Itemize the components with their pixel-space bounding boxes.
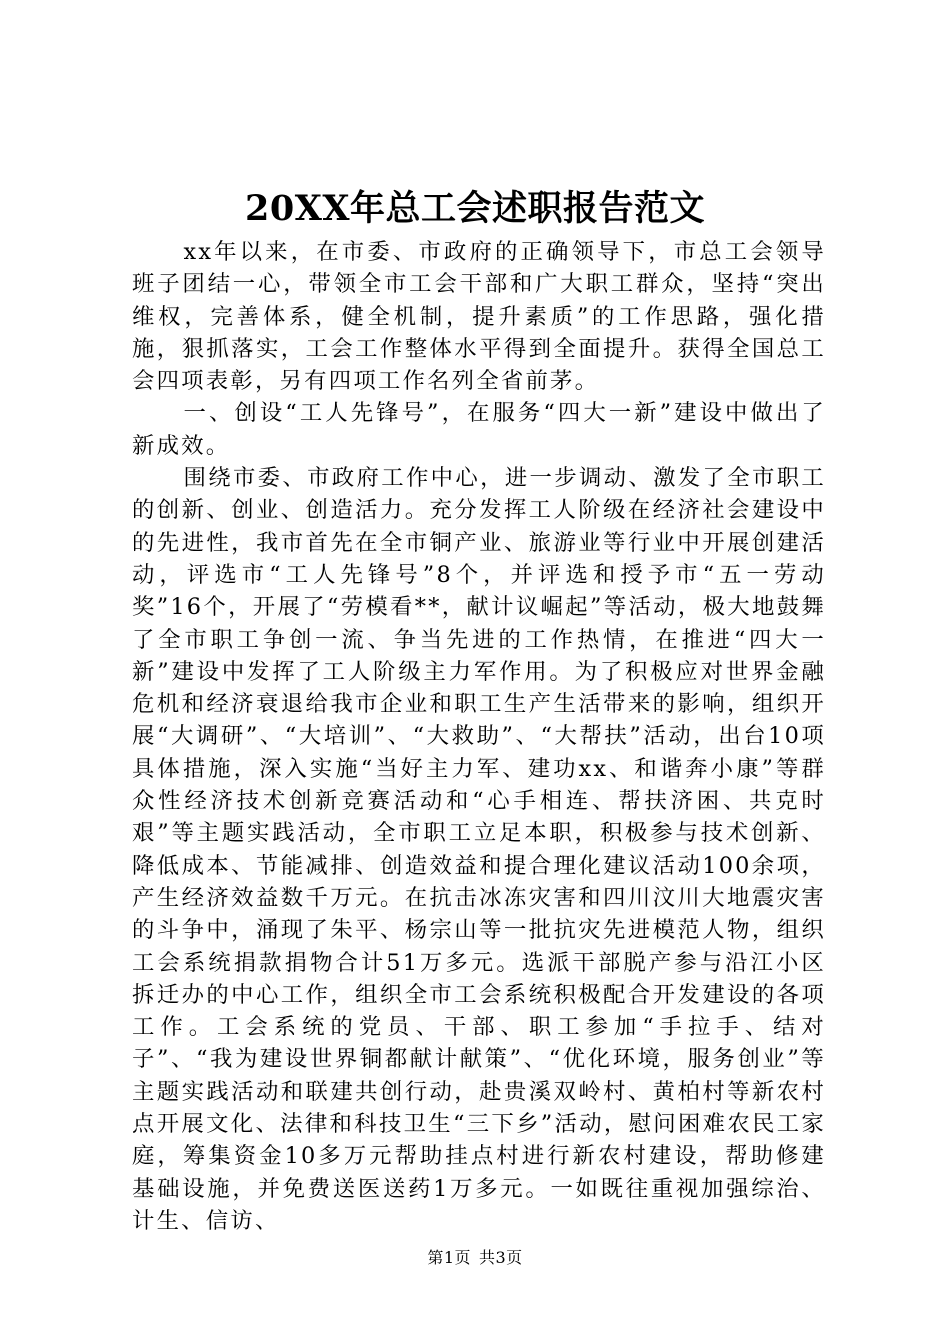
document-body xyxy=(132,236,826,1237)
page-total: 共3页 xyxy=(479,1248,523,1267)
intro-paragraph: xx年以来，在市委、市政府的正确领导下，市总工会领导班子团结一心，带领全市工会干部和广大职工群众，坚持“突出维权，完善体系，健全机制，提升素质”的工作思路，强化措施，狠抓落实，工会工作整体水平得到全面提升。获得全国总工会四项表彰，另有四项工作名列全省前茅。 xyxy=(132,239,826,395)
document-title: 20XX年总工会述职报告范文 xyxy=(244,188,706,229)
section-1-paragraph: 围绕市委、市政府工作中心，进一步调动、激发了全市职工的创新、创业、创造活力。充分发挥工人阶级在经济社会建设中的先进性，我市首先在全市铜产业、旅游业等行业中开展创建活动，评选市“工人先锋号”8个，并评选和授予市“五一劳动奖”16个，开展了“劳模看**，献计议崛起”等活动，极大地鼓舞了全市职工争创一流、争当先进的工作热情，在推进“四大一新”建设中发挥了工人阶级主力军作用。为了积极应对世界金融危机和经济衰退给我市企业和职工生产生活带来的影响，组织开展“大调研”、“大培训”、“大救助”、“大帮扶”活动，出台10项具体措施，深入实施“当好主力军、建功xx、和谐奔小康”等群众性经济技术创新竞赛活动和“心手相连、帮扶济困、共克时艰”等主题实践活动，全市职工立足本职，积极参与技术创新、降低成本、节能减排、创造效益和提合理化建议活动100余项，产生经济效益数千万元。在抗击冰冻灾害和四川汶川大地震灾害的斗争中，涌现了朱平、杨宗山等一批抗灾先进模范人物，组织工会系统捐款捐物合计51万多元。选派干部脱产参与沿江小区拆迁办的中心工作，组织全市工会系统积极配合开发建设的各项工作。工会系统的党员、干部、职工参加“手拉手、结对子”、“我为建设世界铜都献计献策”、“优化环境，服务创业”等主题实践活动和联建共创行动，赴贵溪双岭村、黄柏村等新农村点开展文化、法律和科技卫生“三下乡”活动，慰问困难农民工家庭，筹集资金10多万元帮助挂点村进行新农村建设，帮助修建基础设施，并免费送医送药1万多元。一如既往重视加强综治、计生、信访、 xyxy=(132,465,826,1234)
section-heading-1: 一、创设“工人先锋号”，在服务“四大一新”建设中做出了新成效。 xyxy=(132,400,826,459)
page-number: 第1页 xyxy=(427,1248,471,1267)
page-footer xyxy=(0,1246,950,1270)
